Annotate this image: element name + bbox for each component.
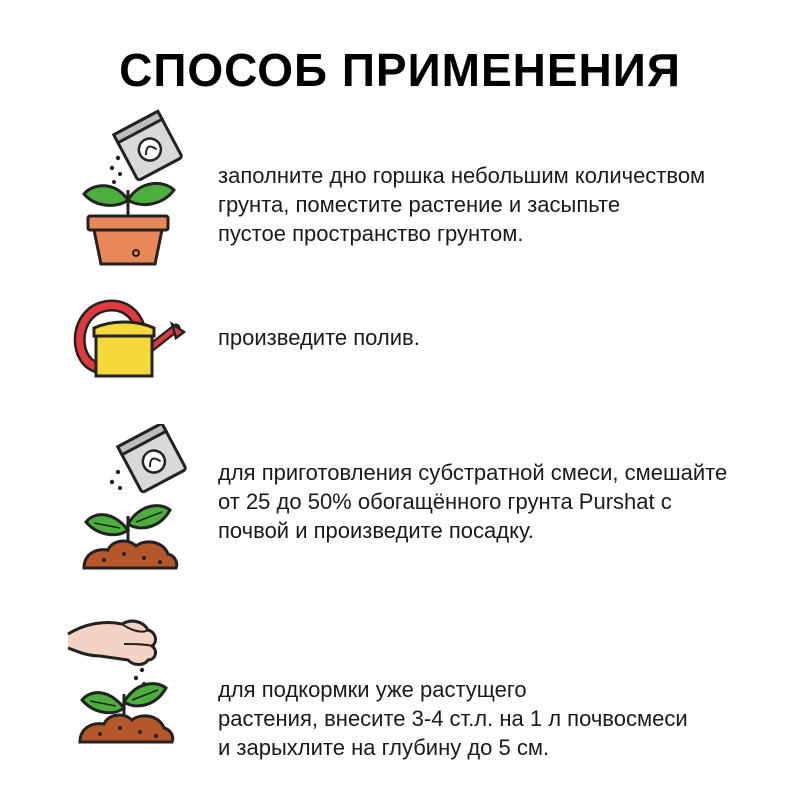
sprout-with-fertilizer-bag-icon (80, 424, 190, 574)
step-4-line-1: для подкормки уже растущего (218, 677, 527, 702)
step-3-line-2: от 25 до 50% обогащённого грунта Purshat с (218, 489, 672, 514)
step-4-line-2: растения, внесите 3-4 ст.л. на 1 л почвосмеси (218, 706, 688, 731)
step-1-line-2: грунта, поместите растение и засыпьте (218, 192, 621, 217)
step-1-line-1: заполните дно горшка небольшим количеством (218, 163, 706, 188)
step-2-line-1: произведите полив. (218, 325, 420, 350)
step-1-line-3: пустое пространство грунтом. (218, 221, 524, 246)
watering-can-icon (72, 298, 188, 382)
potted-plant-with-fertilizer-bag-icon (78, 108, 188, 270)
step-4-line-3: и зарыхлите на глубину до 5 см. (218, 735, 550, 760)
hand-sprinkling-on-sprout-icon (64, 614, 184, 744)
step-1-text (218, 161, 705, 248)
step-2-text (218, 323, 420, 352)
step-3-line-3: почвой и произведите посадку. (218, 518, 534, 543)
page-title: СПОСОБ ПРИМЕНЕНИЯ (119, 44, 681, 96)
step-3-text (218, 458, 727, 545)
step-4-text (218, 675, 688, 762)
step-3-line-1: для приготовления субстратной смеси, смешайте (218, 460, 728, 485)
